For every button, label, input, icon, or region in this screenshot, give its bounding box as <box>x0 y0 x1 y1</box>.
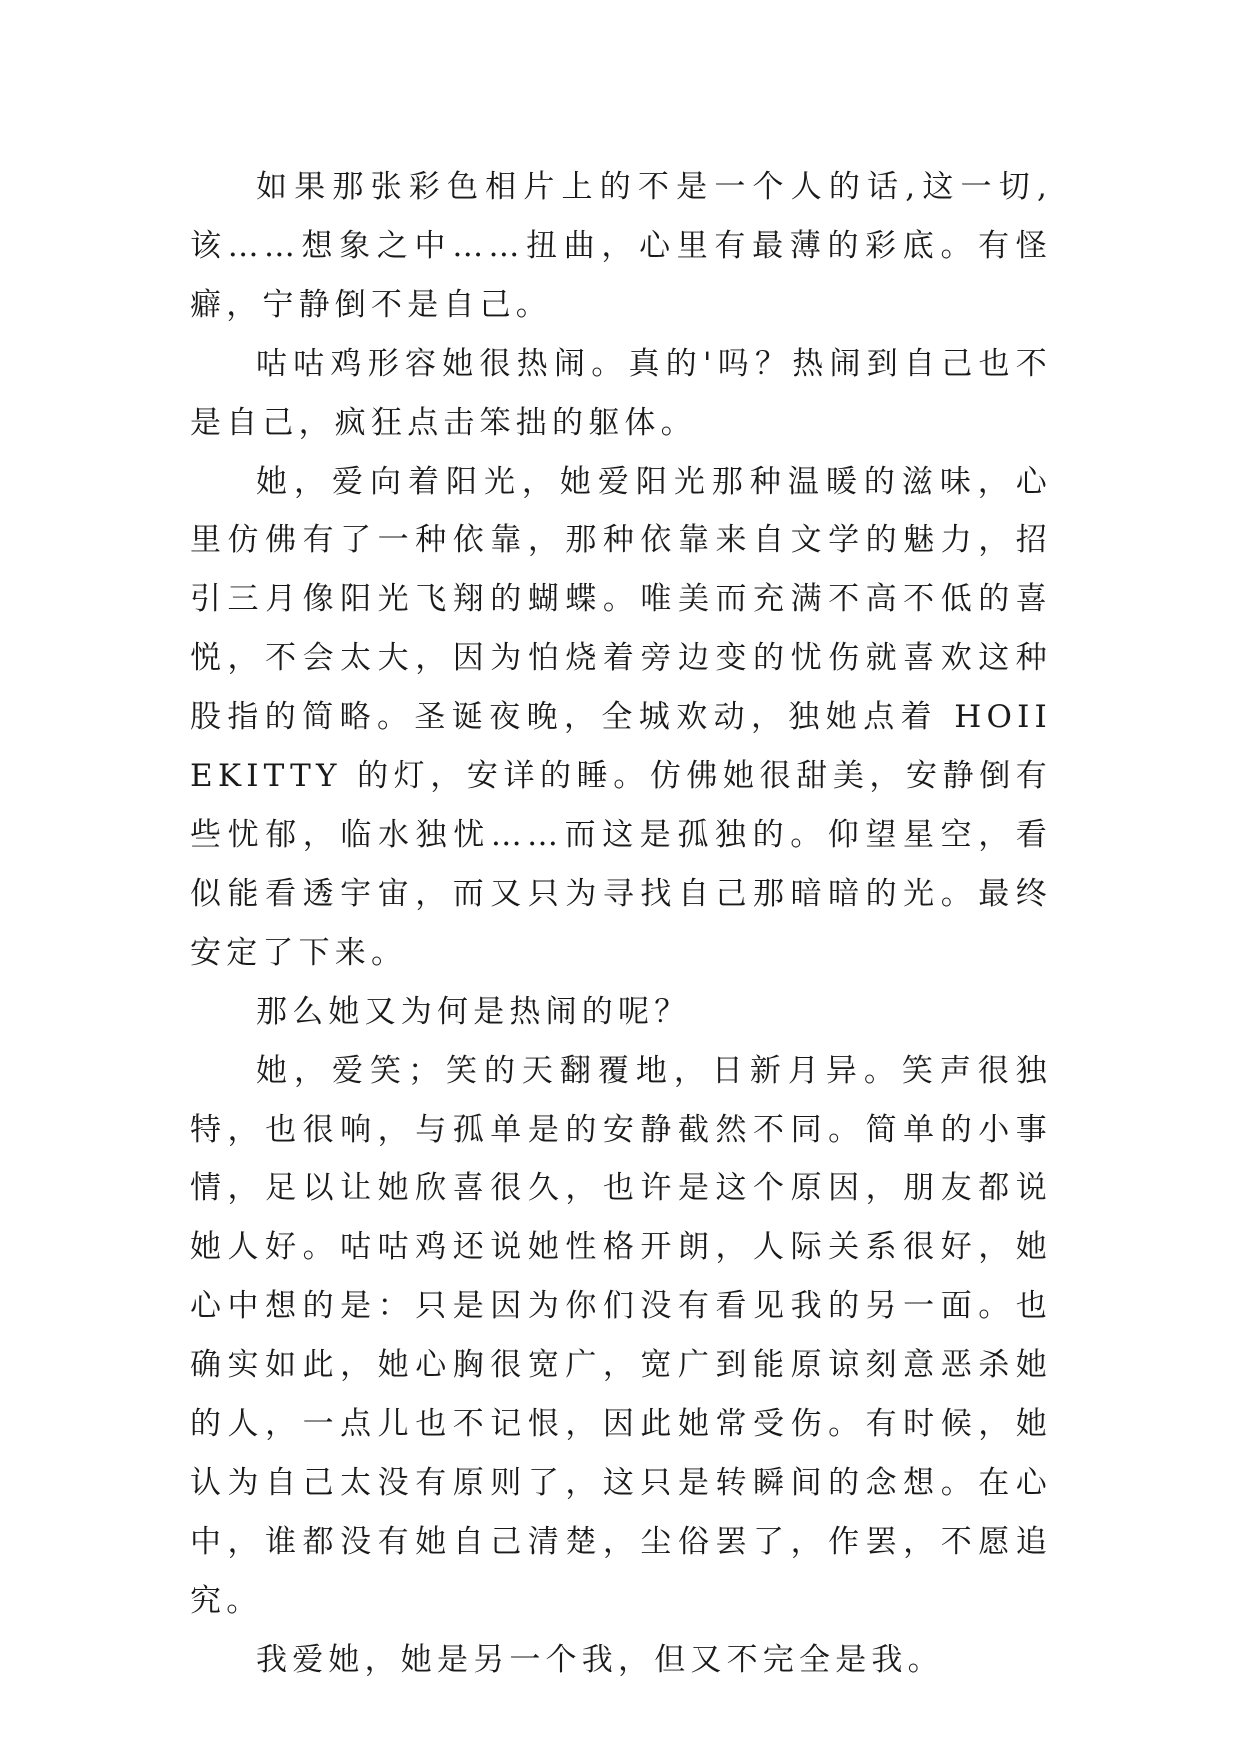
paragraph-5: 她，爱笑；笑的天翻覆地，日新月异。笑声很独特，也很响，与孤单是的安静截然不同。简单的小事情，足以让她欣喜很久，也许是这个原因，朋友都说她人好。咕咕鸡还说她性格开朗，人际关系很好，她心中想的是：只是因为你们没有看见我的另一面。也确实如此，她心胸很宽广，宽广到能原谅刻意恶杀她的人，一点儿也不记恨，因此她常受伤。有时候，她认为自己太没有原则了，这只是转瞬间的念想。在心中，谁都没有她自己清楚，尘俗罢了，作罢，不愿追究。 <box>190 1052 1052 1619</box>
paragraph-4: 那么她又为何是热闹的呢？ <box>256 993 691 1030</box>
paragraph-3: 她，爱向着阳光，她爱阳光那种温暖的滋味，心里仿佛有了一种依靠，那种依靠来自文学的魅力，招引三月像阳光飞翔的蝴蝶。唯美而充满不高不低的喜悦，不会太大，因为怕烧着旁边变的忧伤就喜欢这种股指的简略。圣诞夜晚，全城欢动，独她点着 HOIIEKITTY 的灯，安详的睡。仿佛她很甜美，安静倒有些忧郁，临水独忧……而这是孤独的。仰望星空，看似能看透宇宙，而又只为寻找自己那暗暗的光。最终安定了下来。 <box>190 463 1052 971</box>
document-body <box>190 158 1052 1690</box>
paragraph-1: 如果那张彩色相片上的不是一个人的话,这一切,该……想象之中……扭曲，心里有最薄的彩底。有怪癖，宁静倒不是自己。 <box>190 169 1052 323</box>
paragraph-6: 我爱她，她是另一个我，但又不完全是我。 <box>256 1641 944 1678</box>
paragraph-2: 咕咕鸡形容她很热闹。真的'吗？热闹到自己也不是自己，疯狂点击笨拙的躯体。 <box>190 345 1052 441</box>
